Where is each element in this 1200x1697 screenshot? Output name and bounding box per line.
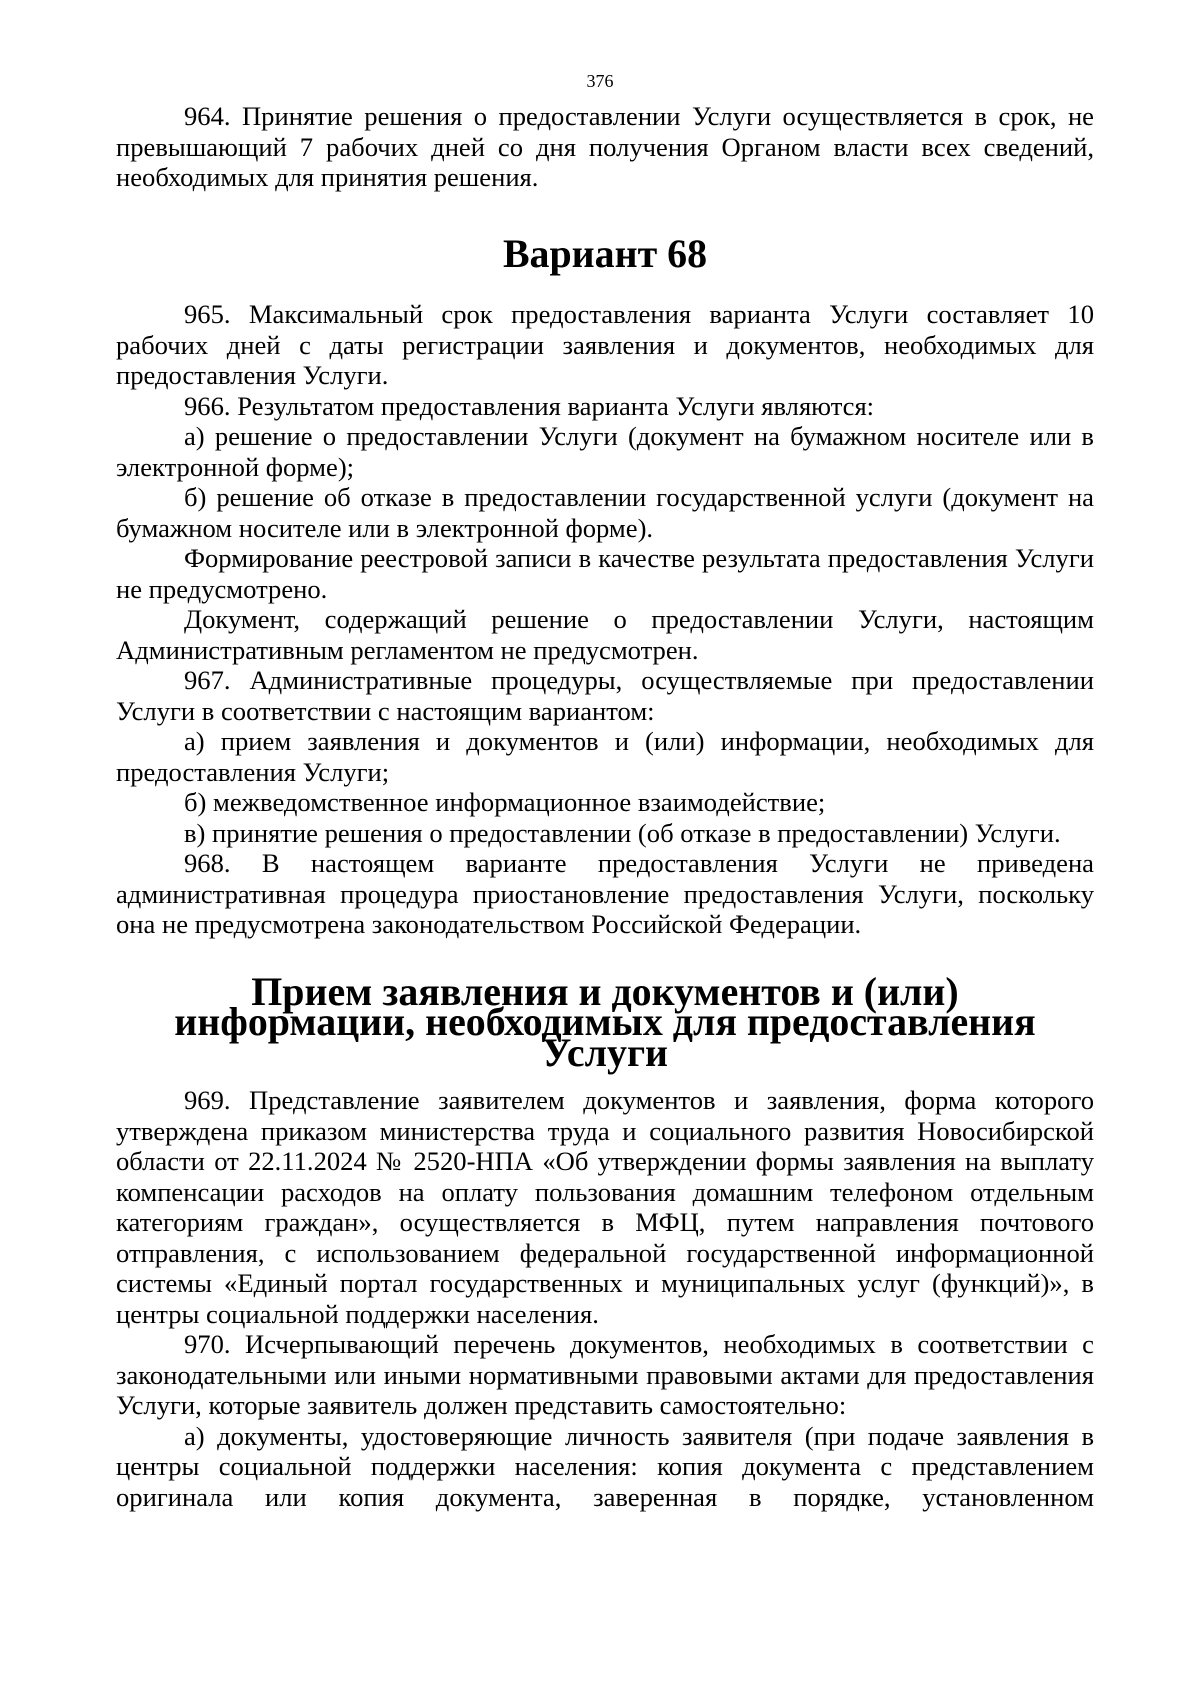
paragraph-967-c: в) принятие решения о предоставлении (об отказе в предоставлении) Услуги. — [184, 817, 1061, 848]
heading-variant-68: Вариант 68 — [502, 230, 708, 276]
paragraph-967-a: а) прием заявления и документов и (или) информации, необходимых для предоставления Услуги; — [116, 726, 1094, 787]
paragraph-decision-document: Документ, содержащий решение о предоставлении Услуги, настоящим Административным регламентом не предусмотрен. — [116, 604, 1094, 665]
paragraph-968: 968. В настоящем варианте предоставления Услуги не приведена административная процедура приостановление предоставления Услуги, поскольку она не предусмотрена законодательством Российской Федерации. — [116, 848, 1094, 939]
heading-application-reception: Прием заявления и документов и (или) информации, необходимых для предоставления Услуги — [174, 968, 1036, 1075]
paragraph-965: 965. Максимальный срок предоставления варианта Услуги составляет 10 рабочих дней с даты регистрации заявления и документов, необходимых для предоставления Услуги. — [116, 299, 1094, 390]
paragraph-registry-record: Формирование реестровой записи в качестве результата предоставления Услуги не предусмотрено. — [116, 543, 1094, 604]
paragraph-967-b: б) межведомственное информационное взаимодействие; — [184, 787, 826, 817]
paragraph-967: 967. Административные процедуры, осуществляемые при предоставлении Услуги в соответствии с настоящим вариантом: — [116, 665, 1094, 726]
document-body — [116, 101, 1094, 1512]
paragraph-966-b: б) решение об отказе в предоставлении государственной услуги (документ на бумажном носителе или в электронной форме). — [116, 482, 1094, 543]
paragraph-970-a: а) документы, удостоверяющие личность заявителя (при подаче заявления в центры социальной поддержки населения: копия документа с представлением оригинала или копия документа, заверенная в порядке, установленном — [116, 1420, 1094, 1512]
paragraph-964: 964. Принятие решения о предоставлении Услуги осуществляется в срок, не превышающий 7 рабочих дней со дня получения Органом власти всех сведений, необходимых для принятия решения. — [116, 101, 1094, 192]
page-number: 376 — [586, 71, 614, 91]
paragraph-966: 966. Результатом предоставления варианта Услуги являются: — [184, 390, 875, 421]
paragraph-970: 970. Исчерпывающий перечень документов, необходимых в соответствии с законодательными или иными нормативными правовыми актами для предоставления Услуги, которые заявитель должен представить самостоятельно: — [116, 1329, 1094, 1420]
paragraph-966-a: а) решение о предоставлении Услуги (документ на бумажном носителе или в электронной форме); — [116, 421, 1094, 482]
paragraph-969: 969. Представление заявителем документов и заявления, форма которого утверждена приказом министерства труда и социального развития Новосибирской области от 22.11.2024 № 2520-НПА «Об утверждении формы заявления на выплату компенсации расходов на оплату пользования домашним телефоном отдельным категориям граждан», осуществляется в МФЦ, путем направления почтового отправления, с использованием федеральной государственной информационной системы «Единый портал государственных и муниципальных услуг (функций)», в центры социальной поддержки населения. — [116, 1085, 1094, 1329]
